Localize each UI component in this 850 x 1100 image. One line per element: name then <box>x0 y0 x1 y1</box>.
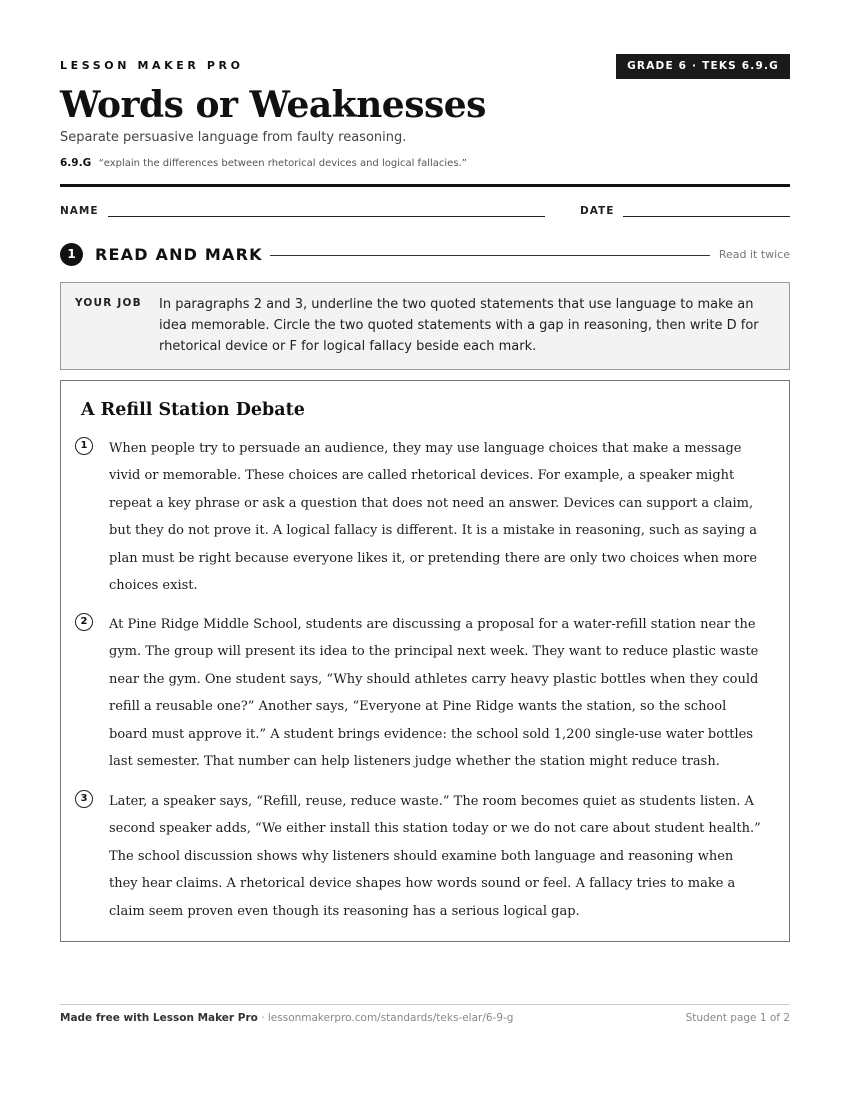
standard-line <box>60 157 467 169</box>
passage-title: A Refill Station Debate <box>81 400 305 420</box>
date-label: DATE <box>580 205 615 217</box>
date-field[interactable] <box>623 216 790 217</box>
section-divider <box>270 255 710 256</box>
paragraph-number: 1 <box>75 437 93 455</box>
section-note: Read it twice <box>718 248 790 261</box>
job-label: YOUR JOB <box>75 297 142 309</box>
section-title: READ AND MARK <box>95 245 263 264</box>
name-field[interactable] <box>108 216 545 217</box>
reading-passage <box>60 380 790 942</box>
paragraph-text: When people try to persuade an audience, they may use language choices that make a message vivid or memorable. These choices are called rhetorical devices. For example, a speaker might repeat a key phrase or ask a question that does not need an answer. Devices can support a claim, but they do not prove it. A logical fallacy is different. It is a mistake in reasoning, such as saying a plan must be right because everyone likes it, or pretending there are only two choices when more choices exist. <box>109 441 758 594</box>
worksheet-page <box>60 0 790 1100</box>
job-instructions: In paragraphs 2 and 3, underline the two quoted statements that use language to make an idea memorable. Circle the two quoted statements with a gap in reasoning, then write D for rhetorical device or F for logical fallacy beside each mark. <box>159 297 759 354</box>
brand-name: LESSON MAKER PRO <box>60 59 244 72</box>
paragraph-text: At Pine Ridge Middle School, students are discussing a proposal for a water-refill station near the gym. The group will present its idea to the principal next week. They want to reduce plastic waste near the gym. One student says, “Why should athletes carry heavy plastic bottles when they could refill a reusable one?” Another says, “Everyone at Pine Ridge wants the station, so the school board must approve it.” A student brings evidence: the school sold 1,200 single-use water bottles last semester. That number can help listeners judge whether the station might reduce trash. <box>109 617 759 770</box>
footer-divider <box>60 1004 790 1005</box>
paragraph-text: Later, a speaker says, “Refill, reuse, reduce waste.” The room becomes quiet as students listen. A second speaker adds, “We either install this station today or we do not care about student health.” The school discussion shows why listeners should examine both language and reasoning when they hear claims. A rhetorical device shapes how words sound or feel. A fallacy tries to make a claim seem proven even though its reasoning has a serious logical gap. <box>109 794 761 919</box>
paragraph-number: 3 <box>75 790 93 808</box>
footer-credit <box>60 1012 513 1024</box>
page-subtitle: Separate persuasive language from faulty reasoning. <box>60 130 407 145</box>
footer-page-number: Student page 1 of 2 <box>685 1012 790 1024</box>
standard-text: “explain the differences between rhetorical devices and logical fallacies.” <box>98 158 467 169</box>
job-box <box>60 282 790 370</box>
section-number-badge: 1 <box>60 243 83 266</box>
footer-url[interactable]: · lessonmakerpro.com/standards/teks-elar/6-9-g <box>257 1012 514 1024</box>
paragraph-number: 2 <box>75 613 93 631</box>
header-divider <box>60 184 790 187</box>
name-label: NAME <box>60 205 99 217</box>
standard-code: 6.9.G <box>60 157 92 169</box>
page-title: Words or Weaknesses <box>60 84 486 126</box>
grade-badge: GRADE 6 · TEKS 6.9.G <box>616 54 790 79</box>
footer-made-by: Made free with Lesson Maker Pro <box>60 1012 258 1024</box>
